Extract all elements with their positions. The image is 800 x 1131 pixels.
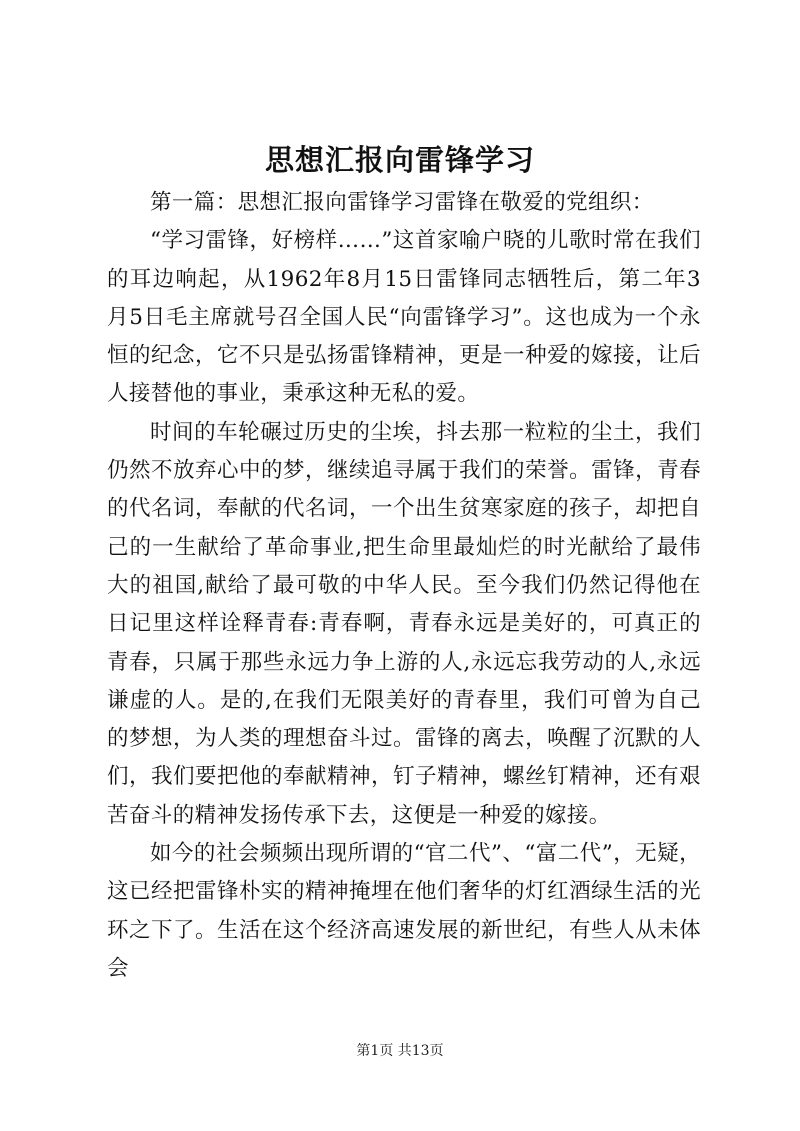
paragraph-1: “学习雷锋，好榜样……”这首家喻户晓的儿歌时常在我们的耳边响起，从1962年8月15日雷锋同志牺牲后，第二年3月5日毛主席就号召全国人民“向雷锋学习”。这也成为一个永恒的纪念，它不只是弘扬雷锋精神，更是一种爱的嫁接，让后人接替他的事业，秉承这种无私的爱。 [107, 228, 701, 407]
paragraph-2: 时间的车轮碾过历史的尘埃，抖去那一粒粒的尘土，我们仍然不放弃心中的梦，继续追寻属于我们的荣誉。雷锋，青春的代名词，奉献的代名词，一个出生贫寒家庭的孩子，却把自己的一生献给了革命事业,把生命里最灿烂的时光献给了最伟大的祖国,献给了最可敬的中华人民。至今我们仍然记得他在日记里这样诠释青春:青春啊，青春永远是美好的，可真正的青春，只属于那些永远力争上游的人,永远忘我劳动的人,永远谦虚的人。是的,在我们无限美好的青春里，我们可曾为自己的梦想，为人类的理想奋斗过。雷锋的离去，唤醒了沉默的人们，我们要把他的奉献精神，钉子精神，螺丝钉精神，还有艰苦奋斗的精神发扬传承下去，这便是一种爱的嫁接。 [107, 419, 701, 828]
paragraph-3: 如今的社会频频出现所谓的“官二代”、“富二代”，无疑，这已经把雷锋朴实的精神掩埋在他们奢华的灯红酒绿生活的光环之下了。生活在这个经济高速发展的新世纪，有些人从未体会 [107, 841, 701, 981]
document-title: 思想汇报向雷锋学习 [264, 143, 535, 177]
page-footer: 第1页 共13页 [356, 1043, 444, 1059]
document-body [107, 184, 701, 988]
paragraph-heading: 第一篇：思想汇报向雷锋学习雷锋在敬爱的党组织： [150, 190, 654, 215]
